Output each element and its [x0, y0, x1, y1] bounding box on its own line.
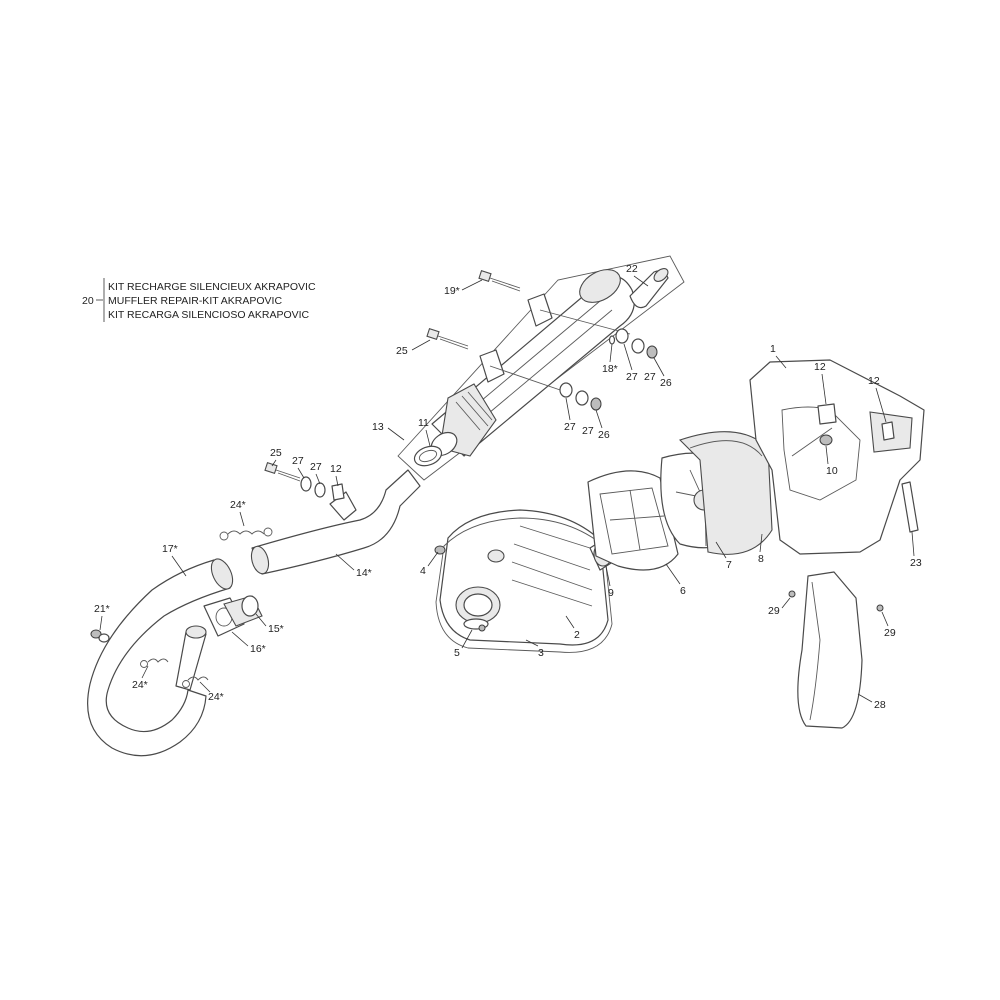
callout-7: 7	[726, 559, 732, 571]
callout-11: 11	[418, 417, 429, 429]
callout-24-left: 24*	[132, 679, 148, 691]
callout-26-upper: 26	[660, 377, 672, 389]
callout-27-b: 27	[644, 371, 656, 383]
callout-14: 14*	[356, 567, 372, 579]
airbox-1	[750, 360, 924, 554]
callout-10: 10	[826, 465, 838, 477]
callout-12-a: 12	[814, 361, 826, 373]
callout-22: 22	[626, 263, 638, 275]
bolt-19	[479, 271, 520, 291]
callout-17: 17*	[162, 543, 178, 555]
callout-24-upper: 24*	[230, 499, 246, 511]
callout-8: 8	[758, 553, 764, 565]
legend-line-fr: KIT RECHARGE SILENCIEUX AKRAPOVIC	[108, 281, 316, 293]
washer-stack-upper	[610, 329, 658, 358]
callout-15: 15*	[268, 623, 284, 635]
nut-21	[91, 630, 109, 642]
callout-18: 18*	[602, 363, 618, 375]
callout-23: 23	[910, 557, 922, 569]
callout-24-right: 24*	[208, 691, 224, 703]
intake-snorkel-28	[798, 572, 862, 728]
callout-5: 5	[454, 647, 460, 659]
washer-stack-lower	[560, 383, 601, 410]
legend-ref: 20	[82, 295, 94, 307]
header-pipe-17	[88, 556, 237, 756]
nut-4	[435, 546, 445, 554]
legend-line-en: MUFFLER REPAIR-KIT AKRAPOVIC	[108, 295, 283, 307]
callout-19: 19*	[444, 285, 460, 297]
callout-29-left: 29	[768, 605, 780, 617]
callout-21: 21*	[94, 603, 110, 615]
callout-27-ll-a: 27	[292, 455, 304, 467]
bolt-25-upper	[427, 329, 468, 349]
callout-2: 2	[574, 629, 580, 641]
kit-legend	[82, 278, 316, 322]
strap-23	[902, 482, 918, 532]
callout-29-right: 29	[884, 627, 896, 639]
callout-25-lower: 25	[270, 447, 282, 459]
callout-13: 13	[372, 421, 384, 433]
screw-29-right	[877, 605, 883, 611]
callout-9: 9	[608, 587, 614, 599]
screw-29-left	[789, 591, 795, 597]
callout-1: 1	[770, 343, 776, 355]
callout-28: 28	[874, 699, 886, 711]
callout-27-upper: 27	[626, 371, 638, 383]
callout-12-lower: 12	[330, 463, 342, 475]
callout-27-lower: 27	[564, 421, 576, 433]
callout-6: 6	[680, 585, 686, 597]
callout-25-upper: 25	[396, 345, 408, 357]
callout-26-lower: 26	[598, 429, 610, 441]
legend-line-es: KIT RECARGA SILENCIOSO AKRAPOVIC	[108, 309, 310, 321]
callout-12-b: 12	[868, 375, 880, 387]
callout-27-lower-b: 27	[582, 425, 594, 437]
callout-27-ll-b: 27	[310, 461, 322, 473]
callout-3: 3	[538, 647, 544, 659]
callout-16: 16*	[250, 643, 266, 655]
spring-24-left	[141, 659, 169, 668]
spring-24-upper	[220, 528, 272, 540]
callout-4: 4	[420, 565, 426, 577]
